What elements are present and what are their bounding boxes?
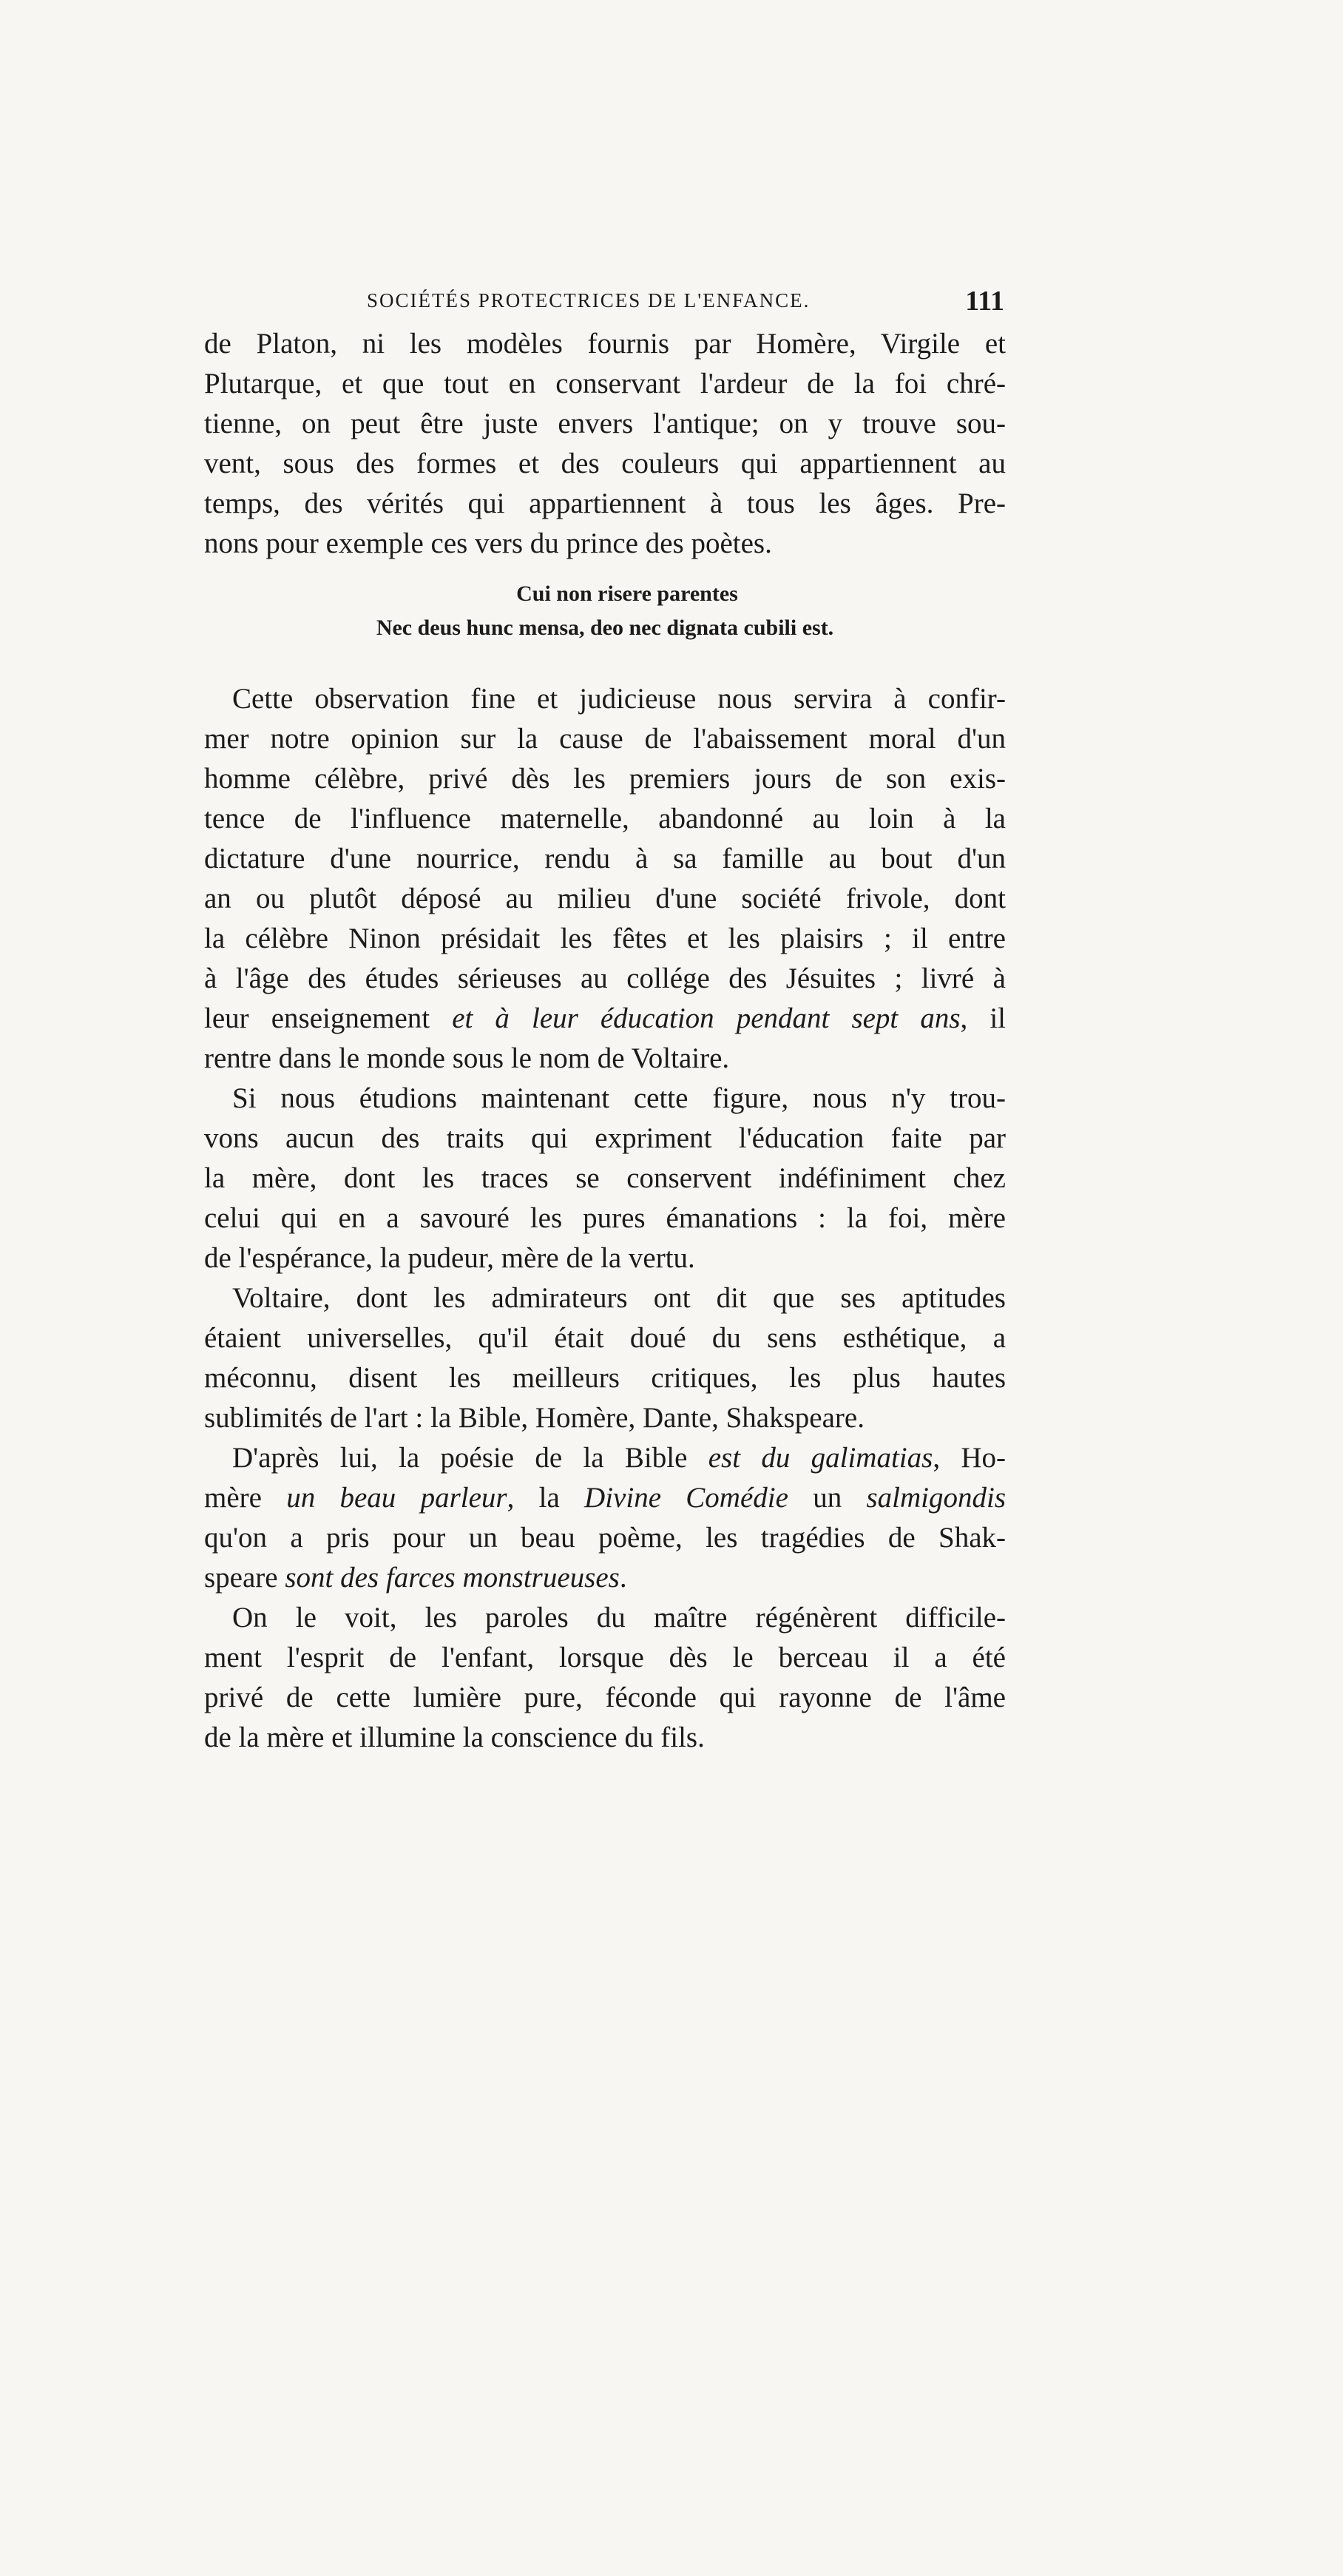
text-line: de la mère et illumine la conscience du fils. [204, 1722, 705, 1753]
paragraph-4 [204, 1278, 1006, 1438]
text-line: la mère, dont les traces se conservent indéfiniment chez [204, 1162, 1006, 1194]
text-span: un [788, 1482, 867, 1514]
text-line: qu'on a pris pour un beau poème, les tragédies de Shak- [204, 1522, 1006, 1554]
text-line: vent, sous des formes et des couleurs qui appartiennent au [204, 448, 1006, 479]
text-line: Voltaire, dont les admirateurs ont dit que ses aptitudes [232, 1282, 1006, 1314]
text-line: de l'espérance, la pudeur, mère de la vertu. [204, 1242, 695, 1274]
text-line: ment l'esprit de l'enfant, lorsque dès le berceau il a été [204, 1642, 1006, 1673]
text-line: celui qui en a savouré les pures émanations : la foi, mère [204, 1202, 1006, 1234]
text-line: Cette observation fine et judicieuse nous servira à confir- [232, 683, 1006, 715]
page-header [367, 285, 1004, 322]
text-line: nons pour exemple ces vers du prince des poètes. [204, 527, 772, 559]
italic-span: et à leur éducation pendant sept ans [452, 1002, 961, 1034]
text-line [204, 1478, 1006, 1518]
text-line: dictature d'une nourrice, rendu à sa famille au bout d'un [204, 843, 1006, 874]
quote-line: Cui non risere parentes [516, 581, 738, 606]
text-line: méconnu, disent les meilleurs critiques, les plus hautes [204, 1362, 1006, 1394]
text-line: Si nous étudions maintenant cette figure, nous n'y trou- [232, 1082, 1006, 1114]
text-line [204, 1438, 1006, 1478]
text-span: speare [204, 1562, 285, 1594]
text-line: de Platon, ni les modèles fournis par Homère, Virgile et [204, 328, 1006, 360]
paragraph-5 [204, 1438, 1006, 1598]
text-line: étaient universelles, qu'il était doué du sens esthétique, a [204, 1322, 1006, 1354]
text-line: vons aucun des traits qui expriment l'éducation faite par [204, 1122, 1006, 1154]
text-line: an ou plutôt déposé au milieu d'une société frivole, dont [204, 883, 1006, 914]
text-line: à l'âge des études sérieuses au collége des Jésuites ; livré à [204, 962, 1006, 994]
text-line: la célèbre Ninon présidait les fêtes et les plaisirs ; il entre [204, 923, 1006, 954]
text-span: , Ho- [933, 1442, 1007, 1474]
italic-span: est du galimatias [708, 1442, 933, 1474]
text-span: . [619, 1562, 627, 1594]
text-line: temps, des vérités qui appartiennent à tous les âges. Pre- [204, 488, 1006, 519]
text-line: sublimités de l'art : la Bible, Homère, Dante, Shakspeare. [204, 1402, 865, 1434]
text-line: homme célèbre, privé dès les premiers jours de son exis- [204, 763, 1006, 795]
paragraph-2 [204, 679, 1006, 1079]
paragraph-6 [204, 1598, 1006, 1758]
text-line: tienne, on peut être juste envers l'antique; on y trouve sou- [204, 408, 1006, 439]
paragraph-1 [204, 324, 1006, 564]
body-text [204, 324, 1006, 1758]
italic-span: Divine Comédie [584, 1482, 788, 1514]
text-span: D'après lui, la poésie de la Bible [232, 1442, 708, 1474]
text-span: leur enseignement [204, 1002, 453, 1034]
italic-span: un beau parleur [286, 1482, 507, 1514]
italic-span: sont des farces monstrueuses [285, 1562, 620, 1594]
text-line: On le voit, les paroles du maître régénèrent difficile- [232, 1602, 1006, 1633]
paragraph-3 [204, 1079, 1006, 1278]
text-span: , il [960, 1002, 1007, 1034]
text-line: mer notre opinion sur la cause de l'abaissement moral d'un [204, 723, 1006, 755]
text-line: privé de cette lumière pure, féconde qui rayonne de l'âme [204, 1682, 1006, 1713]
latin-quotation [204, 577, 1006, 645]
text-line: Plutarque, et que tout en conservant l'ardeur de la foi chré- [204, 368, 1006, 399]
italic-span: salmigondis [866, 1482, 1007, 1514]
text-span: mère [204, 1482, 287, 1514]
text-line: tence de l'influence maternelle, abandonné au loin à la [204, 803, 1006, 834]
text-line [204, 999, 1006, 1039]
text-line: rentre dans le monde sous le nom de Voltaire. [204, 1042, 730, 1074]
quote-line: Nec deus hunc mensa, deo nec dignata cubili est. [376, 616, 834, 640]
text-span: , la [507, 1482, 585, 1514]
running-title: SOCIÉTÉS PROTECTRICES DE L'ENFANCE. [367, 289, 811, 311]
page-number: 111 [965, 286, 1004, 317]
text-line [204, 1558, 1006, 1598]
